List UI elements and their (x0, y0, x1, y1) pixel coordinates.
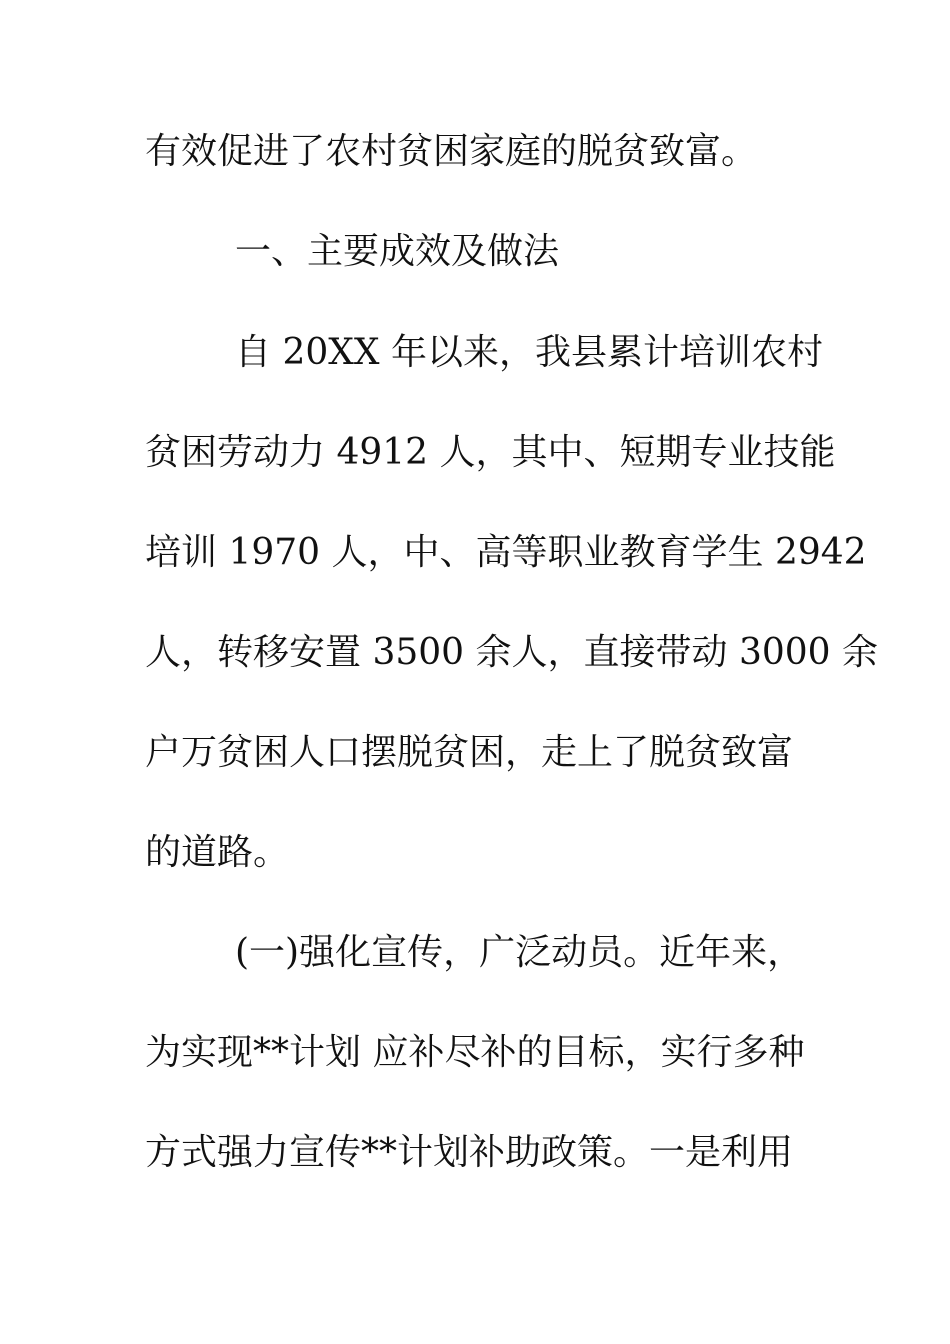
text-line-3: 自 20XX 年以来，我县累计培训农村 (235, 332, 823, 373)
text-line-7: 户万贫困人口摆脱贫困，走上了脱贫致富 (145, 732, 794, 773)
text-line-10: 为实现**计划 应补尽补的目标，实行多种 (145, 1032, 805, 1073)
text-line-11: 方式强力宣传**计划补助政策。一是利用 (145, 1132, 794, 1173)
subsection-heading: (一)强化宣传，广泛动员。近年来， (235, 932, 804, 973)
section-heading: 一、主要成效及做法 (235, 231, 560, 272)
text-line-5: 培训 1970 人，中、高等职业教育学生 2942 (145, 532, 867, 573)
text-line-4: 贫困劳动力 4912 人，其中、短期专业技能 (145, 432, 836, 473)
text-line-8: 的道路。 (145, 832, 290, 873)
text-line-6: 人，转移安置 3500 余人，直接带动 3000 余 (145, 632, 879, 673)
text-line-1: 有效促进了农村贫困家庭的脱贫致富。 (145, 131, 758, 172)
